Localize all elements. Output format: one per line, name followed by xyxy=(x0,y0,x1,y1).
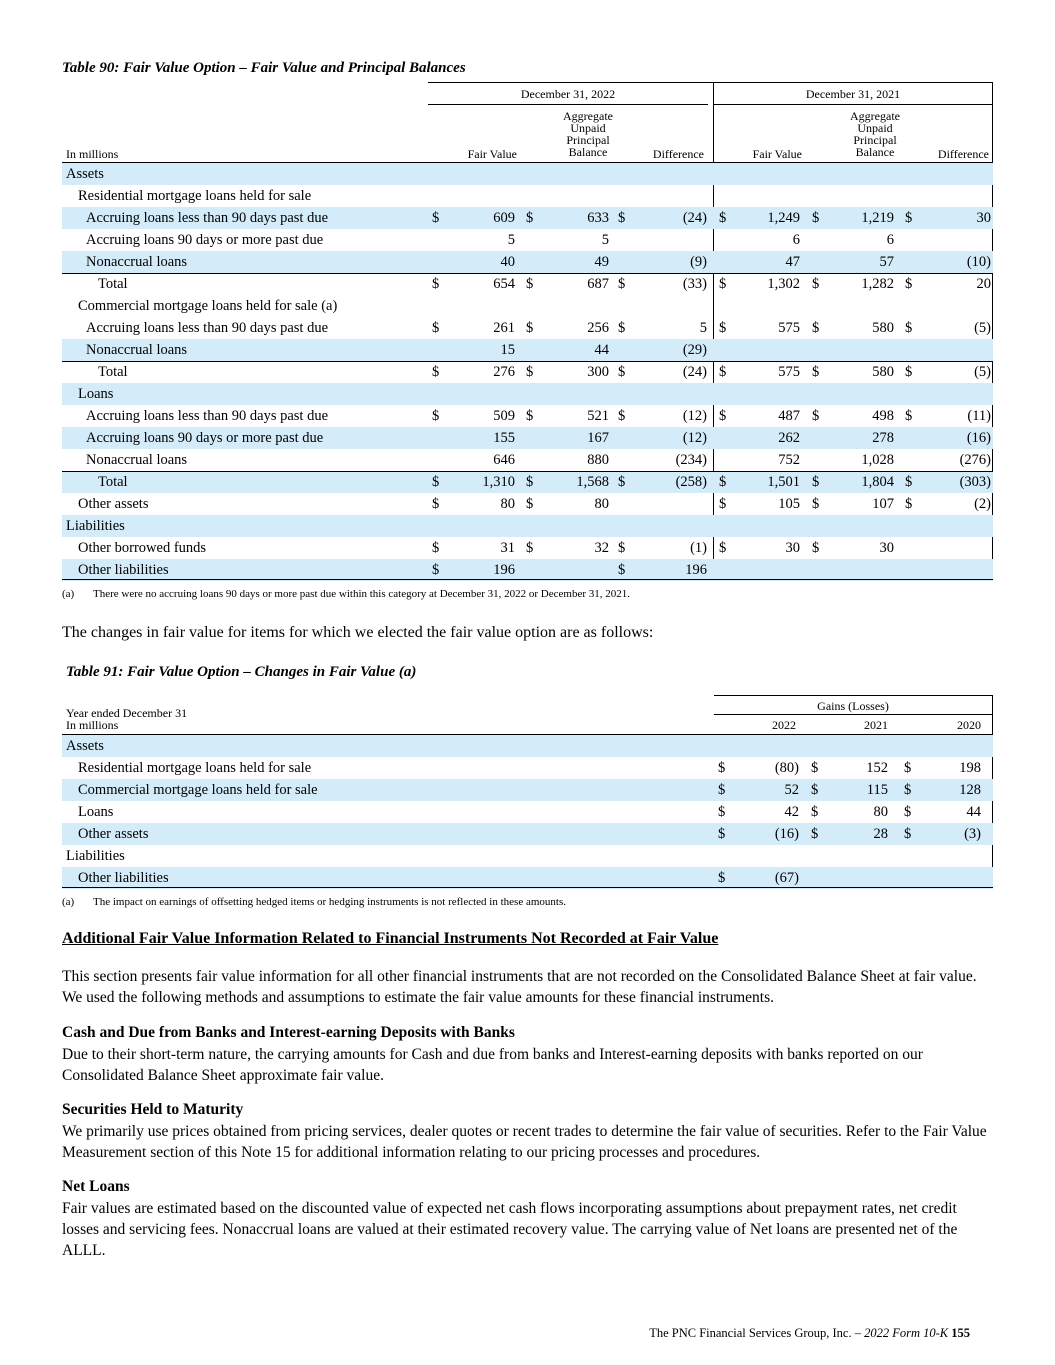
table-cell-value: 80 xyxy=(500,496,515,512)
row-label: Nonaccrual loans xyxy=(86,452,188,468)
table-cell-value: (234) xyxy=(675,452,707,468)
currency-symbol: $ xyxy=(432,562,440,578)
row-label: Commercial mortgage loans held for sale (a) xyxy=(78,298,338,314)
row-label: Other borrowed funds xyxy=(78,540,207,556)
table-cell-value: 196 xyxy=(685,562,707,578)
table-cell-value: 1,302 xyxy=(767,276,800,292)
currency-symbol: $ xyxy=(432,276,440,292)
subsection-securities-heading: Securities Held to Maturity xyxy=(62,1101,244,1118)
row-label: Residential mortgage loans held for sale xyxy=(78,188,312,204)
table-cell-value: 880 xyxy=(587,452,609,468)
row-label: Liabilities xyxy=(66,518,125,534)
row-label: Nonaccrual loans xyxy=(86,254,188,270)
row-label: Commercial mortgage loans held for sale xyxy=(78,782,318,798)
currency-symbol: $ xyxy=(432,364,440,380)
table-cell-value: 580 xyxy=(872,320,894,336)
currency-symbol: $ xyxy=(812,320,820,336)
table-cell-value: 1,568 xyxy=(576,474,609,490)
table-cell-value: 487 xyxy=(778,408,800,424)
table-cell-value: 1,219 xyxy=(861,210,894,226)
table-cell-value: 1,249 xyxy=(767,210,800,226)
table-cell-value: 30 xyxy=(785,540,800,556)
table-cell-value: 44 xyxy=(966,804,981,820)
currency-symbol: $ xyxy=(812,408,820,424)
currency-symbol: $ xyxy=(905,496,913,512)
table-cell-value: (276) xyxy=(959,452,991,468)
subsection-cash-body: Due to their short-term nature, the carrying amounts for Cash and due from banks and Interest-earning deposits with banks reported on our Consolidated Balance Sheet approximate fair value. xyxy=(62,1046,923,1084)
table-cell-value: 115 xyxy=(866,782,888,798)
table-cell-value: 646 xyxy=(493,452,515,468)
row-label: Accruing loans less than 90 days past due xyxy=(86,210,329,226)
table-cell-value: (303) xyxy=(959,474,991,490)
currency-symbol: $ xyxy=(526,276,534,292)
year-2021-header: 2021 xyxy=(864,718,888,732)
currency-symbol: $ xyxy=(719,496,727,512)
row-label: Liabilities xyxy=(66,848,125,864)
currency-symbol: $ xyxy=(618,320,626,336)
table-cell-value: 5 xyxy=(699,320,707,336)
table-cell-value: 1,282 xyxy=(861,276,894,292)
table-cell-value: 6 xyxy=(792,232,800,248)
currency-symbol: $ xyxy=(526,540,534,556)
currency-symbol: $ xyxy=(526,320,534,336)
currency-symbol: $ xyxy=(432,408,440,424)
row-label: Accruing loans 90 days or more past due xyxy=(86,232,324,248)
currency-symbol: $ xyxy=(719,364,727,380)
table-cell-value: 32 xyxy=(594,540,609,556)
in-millions-label-91: In millions xyxy=(66,718,119,732)
table-cell-value: (29) xyxy=(682,342,707,358)
table-cell-value: 128 xyxy=(959,782,981,798)
table-cell-value: 47 xyxy=(785,254,800,270)
currency-symbol: $ xyxy=(811,804,819,820)
table-91-title: Table 91: Fair Value Option – Changes in Fair Value (a) xyxy=(66,664,417,680)
currency-symbol: $ xyxy=(618,210,626,226)
table-cell-value: 107 xyxy=(872,496,894,512)
table-90-title: Table 90: Fair Value Option – Fair Value and Principal Balances xyxy=(62,60,466,76)
table-cell-value: 31 xyxy=(500,540,515,556)
table-cell-value: 509 xyxy=(493,408,515,424)
section-heading: Additional Fair Value Information Related to Financial Instruments Not Recorded at Fair Value xyxy=(62,930,719,947)
table-cell-value: 752 xyxy=(778,452,800,468)
table-cell-value: (12) xyxy=(682,430,707,446)
currency-symbol: $ xyxy=(618,540,626,556)
currency-symbol: $ xyxy=(618,276,626,292)
table-cell-value: 262 xyxy=(778,430,800,446)
currency-symbol: $ xyxy=(811,760,819,776)
intro-text: The changes in fair value for items for which we elected the fair value option are as follows: xyxy=(62,624,654,641)
currency-symbol: $ xyxy=(905,408,913,424)
table-90-footnote-marker: (a) xyxy=(62,588,75,600)
row-label: Residential mortgage loans held for sale xyxy=(78,760,312,776)
table-cell-value: 196 xyxy=(493,562,515,578)
currency-symbol: $ xyxy=(719,474,727,490)
table-cell-value: 57 xyxy=(879,254,894,270)
table-cell-value: (11) xyxy=(967,408,991,424)
table-cell-value: (258) xyxy=(675,474,707,490)
currency-symbol: $ xyxy=(718,782,726,798)
table-cell-value: 1,501 xyxy=(767,474,800,490)
currency-symbol: $ xyxy=(811,826,819,842)
currency-symbol: $ xyxy=(718,826,726,842)
subsection-securities-body: We primarily use prices obtained from pricing services, dealer quotes or recent trades to determine the fair value of securities. Refer to the Fair Value Measurement section of this Note 15 for additional information relating to our pricing processes and procedures. xyxy=(62,1123,987,1161)
table-cell-value: 105 xyxy=(778,496,800,512)
table-cell-value: 575 xyxy=(778,364,800,380)
currency-symbol: $ xyxy=(526,496,534,512)
row-label: Loans xyxy=(78,386,114,402)
currency-symbol: $ xyxy=(526,210,534,226)
table-cell-value: 30 xyxy=(879,540,894,556)
currency-symbol: $ xyxy=(718,804,726,820)
currency-symbol: $ xyxy=(719,210,727,226)
table-91-footnote: The impact on earnings of offsetting hedged items or hedging instruments is not reflected in these amounts. xyxy=(93,896,566,908)
row-label: Accruing loans less than 90 days past due xyxy=(86,320,329,336)
table-cell-value: 276 xyxy=(493,364,515,380)
footer-form: 2022 Form 10-K xyxy=(864,1326,949,1340)
row-label: Other liabilities xyxy=(78,562,169,578)
page-footer xyxy=(649,1326,970,1341)
row-label: Total xyxy=(98,474,128,490)
table-91-footnote-marker: (a) xyxy=(62,896,75,908)
currency-symbol: $ xyxy=(812,540,820,556)
table-cell-value: 1,804 xyxy=(861,474,894,490)
table-cell-value: (16) xyxy=(774,826,799,842)
subsection-netloans-body: Fair values are estimated based on the discounted value of expected net cash flows incorporating assumptions about prepayment rates, net credit losses and servicing fees. Nonaccrual loans are valued at their estimated recovery value. The carrying value of Net loans are presented net of the ALLL. xyxy=(62,1200,958,1259)
table-cell-value: 687 xyxy=(587,276,609,292)
currency-symbol: $ xyxy=(526,474,534,490)
currency-symbol: $ xyxy=(718,870,726,886)
table-cell-value: 1,028 xyxy=(861,452,894,468)
row-label: Total xyxy=(98,276,128,292)
table-cell-value: (24) xyxy=(682,210,707,226)
currency-symbol: $ xyxy=(904,782,912,798)
table-cell-value: 30 xyxy=(976,210,991,226)
col-difference-2022: Difference xyxy=(652,147,704,161)
row-label: Assets xyxy=(66,738,104,754)
col-aggregate-2021: Aggregate Unpaid Principal Balance xyxy=(850,109,900,159)
currency-symbol: $ xyxy=(904,760,912,776)
table-cell-value: 5 xyxy=(507,232,515,248)
table-90-footnote: There were no accruing loans 90 days or more past due within this category at December 31, 2022 or December 31, 2021. xyxy=(93,588,630,600)
table-cell-value: 278 xyxy=(872,430,894,446)
period-2021-header: December 31, 2021 xyxy=(805,87,901,101)
table-cell-value: 5 xyxy=(601,232,609,248)
currency-symbol: $ xyxy=(905,210,913,226)
row-label: Accruing loans 90 days or more past due xyxy=(86,430,324,446)
currency-symbol: $ xyxy=(812,276,820,292)
col-fair-value-2022: Fair Value xyxy=(467,147,517,161)
row-label: Other liabilities xyxy=(78,870,169,886)
subsection-netloans-heading: Net Loans xyxy=(62,1178,130,1195)
currency-symbol: $ xyxy=(432,474,440,490)
currency-symbol: $ xyxy=(618,408,626,424)
row-label: Nonaccrual loans xyxy=(86,342,188,358)
currency-symbol: $ xyxy=(905,276,913,292)
table-cell-value: 498 xyxy=(872,408,894,424)
subsection-cash-heading: Cash and Due from Banks and Interest-earning Deposits with Banks xyxy=(62,1024,515,1041)
table-cell-value: 40 xyxy=(500,254,515,270)
table-cell-value: 155 xyxy=(493,430,515,446)
currency-symbol: $ xyxy=(904,826,912,842)
table-cell-value: 256 xyxy=(587,320,609,336)
currency-symbol: $ xyxy=(618,474,626,490)
table-cell-value: 580 xyxy=(872,364,894,380)
table-cell-value: 198 xyxy=(959,760,981,776)
table-cell-value: (16) xyxy=(966,430,991,446)
table-cell-value: (80) xyxy=(774,760,799,776)
col-fair-value-2021: Fair Value xyxy=(752,147,802,161)
currency-symbol: $ xyxy=(432,320,440,336)
currency-symbol: $ xyxy=(905,320,913,336)
table-cell-value: 15 xyxy=(500,342,515,358)
table-cell-value: 152 xyxy=(866,760,888,776)
currency-symbol: $ xyxy=(811,782,819,798)
table-cell-value: (3) xyxy=(964,826,981,842)
table-cell-value: 20 xyxy=(976,276,991,292)
table-cell-value: 44 xyxy=(594,342,609,358)
section-intro: This section presents fair value information for all other financial instruments that are not recorded on the Consolidated Balance Sheet at fair value. We used the following methods and assumptions to estimate the fair value amounts for these financial instruments. xyxy=(62,968,977,1006)
table-cell-value: 575 xyxy=(778,320,800,336)
currency-symbol: $ xyxy=(432,210,440,226)
currency-symbol: $ xyxy=(905,474,913,490)
table-cell-value: 28 xyxy=(873,826,888,842)
currency-symbol: $ xyxy=(526,408,534,424)
table-cell-value: (33) xyxy=(682,276,707,292)
row-label: Other assets xyxy=(78,826,149,842)
currency-symbol: $ xyxy=(719,408,727,424)
currency-symbol: $ xyxy=(719,540,727,556)
table-cell-value: (2) xyxy=(974,496,991,512)
currency-symbol: $ xyxy=(719,276,727,292)
table-cell-value: (1) xyxy=(690,540,707,556)
col-difference-2021: Difference xyxy=(937,147,989,161)
footer-company: The PNC Financial Services Group, Inc. – xyxy=(649,1326,861,1340)
table-cell-value: 80 xyxy=(873,804,888,820)
currency-symbol: $ xyxy=(719,320,727,336)
table-cell-value: 167 xyxy=(587,430,609,446)
year-2020-header: 2020 xyxy=(957,718,981,732)
currency-symbol: $ xyxy=(812,496,820,512)
table-cell-value: (12) xyxy=(682,408,707,424)
table-cell-value: 42 xyxy=(784,804,799,820)
table-cell-value: (9) xyxy=(690,254,707,270)
col-aggregate-2022: Aggregate Unpaid Principal Balance xyxy=(563,109,613,159)
table-cell-value: (10) xyxy=(966,254,991,270)
row-label: Loans xyxy=(78,804,114,820)
table-cell-value: 609 xyxy=(493,210,515,226)
currency-symbol: $ xyxy=(432,496,440,512)
row-label: Accruing loans less than 90 days past due xyxy=(86,408,329,424)
table-cell-value: (67) xyxy=(774,870,799,886)
row-label: Other assets xyxy=(78,496,149,512)
table-cell-value: (5) xyxy=(974,364,991,380)
table-cell-value: (24) xyxy=(682,364,707,380)
table-cell-value: 49 xyxy=(594,254,609,270)
table-cell-value: 521 xyxy=(587,408,609,424)
table-cell-value: (5) xyxy=(974,320,991,336)
currency-symbol: $ xyxy=(812,364,820,380)
currency-symbol: $ xyxy=(618,562,626,578)
row-label: Assets xyxy=(66,166,104,182)
table-cell-value: 300 xyxy=(587,364,609,380)
currency-symbol: $ xyxy=(618,364,626,380)
year-2022-header: 2022 xyxy=(772,718,796,732)
footer-page-number: 155 xyxy=(951,1326,970,1340)
table-cell-value: 654 xyxy=(493,276,515,292)
in-millions-label: In millions xyxy=(66,147,119,161)
currency-symbol: $ xyxy=(904,804,912,820)
gains-losses-header: Gains (Losses) xyxy=(817,699,889,713)
table-cell-value: 6 xyxy=(886,232,894,248)
currency-symbol: $ xyxy=(905,364,913,380)
table-cell-value: 52 xyxy=(784,782,799,798)
currency-symbol: $ xyxy=(718,760,726,776)
table-cell-value: 633 xyxy=(587,210,609,226)
year-ended-label: Year ended December 31 xyxy=(66,706,188,720)
table-cell-value: 80 xyxy=(594,496,609,512)
currency-symbol: $ xyxy=(812,474,820,490)
currency-symbol: $ xyxy=(432,540,440,556)
table-cell-value: 261 xyxy=(493,320,515,336)
currency-symbol: $ xyxy=(812,210,820,226)
table-cell-value: 1,310 xyxy=(482,474,515,490)
period-2022-header: December 31, 2022 xyxy=(520,87,616,101)
row-label: Total xyxy=(98,364,128,380)
currency-symbol: $ xyxy=(526,364,534,380)
